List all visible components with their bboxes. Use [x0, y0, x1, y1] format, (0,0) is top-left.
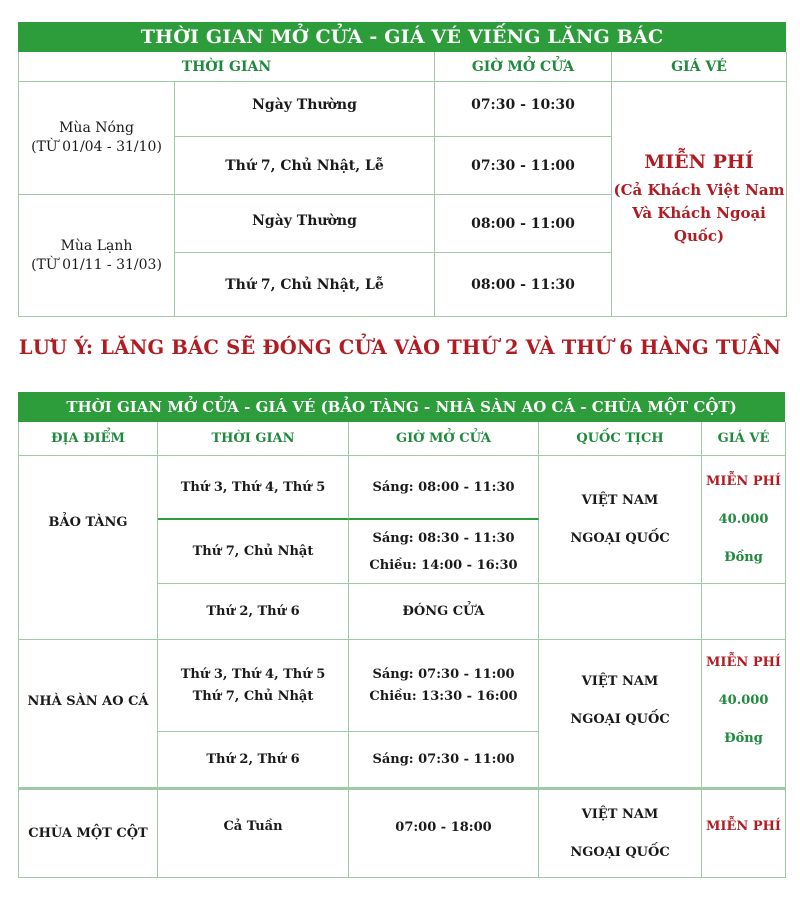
pagoda-price [702, 788, 786, 878]
stilt-afternoon: Chiều: 13:30 - 16:00 [369, 688, 518, 704]
museum-morning: Sáng: 08:30 - 11:30 [372, 530, 515, 546]
place-stilt-house: NHÀ SÀN AO CÁ [19, 640, 158, 788]
stilt-days-weekend: Thứ 7, Chủ Nhật [192, 688, 314, 704]
pagoda-price-free: MIỄN PHÍ [706, 819, 781, 834]
place-museum: BẢO TÀNG [19, 456, 158, 640]
stilt-price [702, 640, 786, 788]
mausoleum-table [18, 22, 786, 317]
stilt-nationality [539, 640, 702, 788]
place-one-pillar-pagoda: CHÙA MỘT CỘT [19, 788, 158, 878]
hot-weekday: Ngày Thường [175, 82, 435, 137]
header-hours: GIỜ MỞ CỬA [435, 52, 612, 82]
header-nationality: QUỐC TỊCH [539, 422, 702, 456]
museum-price-free: MIỄN PHÍ [706, 473, 781, 489]
stilt-days-2: Thứ 2, Thứ 6 [158, 732, 349, 788]
museum-empty-nat [539, 584, 702, 640]
museum-nat-foreign: NGOẠI QUỐC [570, 530, 670, 546]
pagoda-nationality [539, 788, 702, 878]
mausoleum-table-title: THỜI GIAN MỞ CỬA - GIÁ VÉ VIẾNG LĂNG BÁC [18, 22, 786, 52]
museum-empty-price [702, 584, 786, 640]
stilt-morning: Sáng: 07:30 - 11:00 [372, 666, 515, 682]
header-place: ĐỊA ĐIỂM [19, 422, 158, 456]
stilt-price-free: MIỄN PHÍ [706, 655, 781, 670]
header-price: GIÁ VÉ [702, 422, 786, 456]
sites-table-title: THỜI GIAN MỞ CỬA - GIÁ VÉ (BẢO TÀNG - NHÀ SÀN AO CÁ - CHÙA MỘT CỘT) [18, 392, 785, 422]
stilt-nat-foreign: NGOẠI QUỐC [570, 712, 670, 727]
price-note-2: Và Khách Ngoại Quốc) [632, 203, 766, 245]
cold-weekend: Thứ 7, Chủ Nhật, Lễ [175, 253, 435, 317]
pagoda-nat-foreign: NGOẠI QUỐC [570, 844, 670, 860]
season-cold [19, 195, 175, 317]
header-time: THỜI GIAN [19, 52, 435, 82]
price-note-1: (Cả Khách Việt Nam [613, 180, 785, 199]
hot-weekday-hours: 07:30 - 10:30 [435, 82, 612, 137]
header-time: THỜI GIAN [158, 422, 349, 456]
season-hot-name: Mùa Nóng [59, 120, 134, 136]
museum-days-3: Thứ 2, Thứ 6 [158, 584, 349, 640]
closing-note: LƯU Ý: LĂNG BÁC SẼ ĐÓNG CỬA VÀO THỨ 2 VÀ THỨ 6 HÀNG TUẦN [18, 336, 782, 359]
museum-price-foreign: 40.000 Đồng [718, 511, 769, 565]
stilt-price-foreign: 40.000 Đồng [718, 693, 769, 746]
season-hot [19, 82, 175, 195]
cold-weekday-hours: 08:00 - 11:00 [435, 195, 612, 253]
stilt-nat-vn: VIỆT NAM [581, 674, 659, 689]
pagoda-days: Cả Tuần [158, 788, 349, 878]
stilt-days-1 [158, 640, 349, 732]
season-hot-range: (TỪ 01/04 - 31/10) [31, 139, 162, 155]
museum-days-1: Thứ 3, Thứ 4, Thứ 5 [158, 456, 349, 520]
sites-table [18, 392, 785, 878]
pagoda-nat-vn: VIỆT NAM [581, 806, 659, 822]
hot-weekend: Thứ 7, Chủ Nhật, Lễ [175, 137, 435, 195]
season-cold-name: Mùa Lạnh [60, 237, 133, 254]
museum-days-2: Thứ 7, Chủ Nhật [158, 520, 349, 584]
header-hours: GIỜ MỞ CỬA [349, 422, 539, 456]
header-price: GIÁ VÉ [612, 52, 787, 82]
museum-price [702, 456, 786, 584]
museum-hours-2 [349, 520, 539, 584]
museum-nationality [539, 456, 702, 584]
price-free: MIỄN PHÍ [644, 150, 754, 173]
stilt-days-weekday: Thứ 3, Thứ 4, Thứ 5 [180, 666, 326, 682]
museum-hours-1: Sáng: 08:00 - 11:30 [349, 456, 539, 520]
hot-weekend-hours: 07:30 - 11:00 [435, 137, 612, 195]
museum-nat-vn: VIỆT NAM [581, 492, 659, 508]
cold-weekend-hours: 08:00 - 11:30 [435, 253, 612, 317]
stilt-hours-1 [349, 640, 539, 732]
mausoleum-price [612, 82, 787, 317]
stilt-hours-2: Sáng: 07:30 - 11:00 [349, 732, 539, 788]
museum-closed: ĐÓNG CỬA [349, 584, 539, 640]
museum-afternoon: Chiều: 14:00 - 16:30 [369, 557, 518, 573]
pagoda-hours: 07:00 - 18:00 [349, 788, 539, 878]
season-cold-range: (TỪ 01/11 - 31/03) [31, 256, 162, 273]
cold-weekday: Ngày Thường [175, 195, 435, 253]
